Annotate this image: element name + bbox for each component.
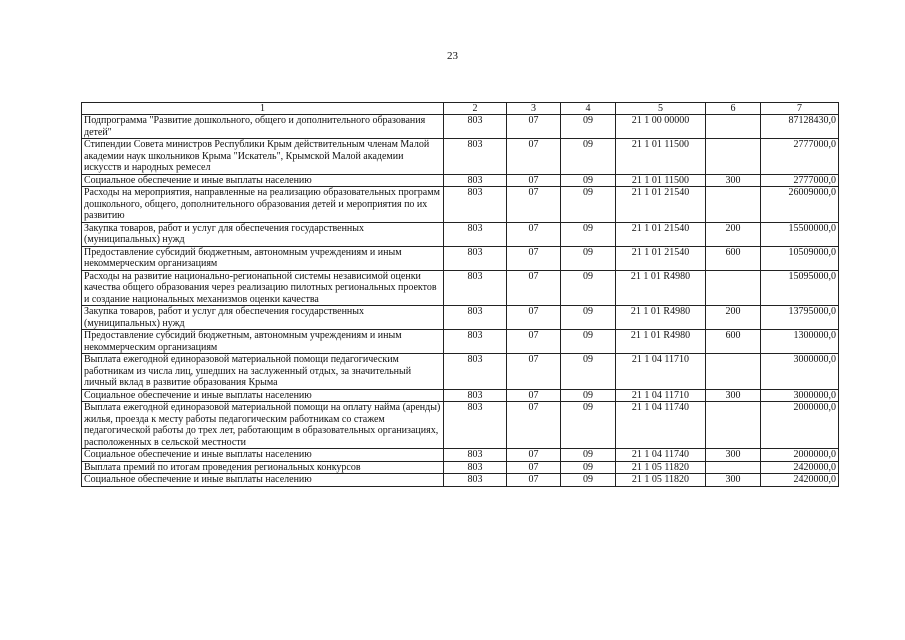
column-header: 5 bbox=[616, 103, 706, 115]
budget-table bbox=[81, 102, 839, 487]
cell-subsection-code: 09 bbox=[561, 222, 616, 246]
cell-amount: 2777000,0 bbox=[761, 139, 839, 175]
table-row bbox=[82, 174, 839, 187]
cell-section-code: 07 bbox=[507, 139, 561, 175]
cell-expense-type bbox=[706, 187, 761, 223]
cell-amount: 15500000,0 bbox=[761, 222, 839, 246]
cell-amount: 2420000,0 bbox=[761, 461, 839, 474]
table-row bbox=[82, 402, 839, 449]
cell-section-code: 07 bbox=[507, 246, 561, 270]
row-name: Социальное обеспечение и иные выплаты населению bbox=[82, 174, 444, 187]
table-row bbox=[82, 270, 839, 306]
cell-subsection-code: 09 bbox=[561, 187, 616, 223]
page-number: 23 bbox=[447, 50, 458, 62]
cell-expense-type: 200 bbox=[706, 222, 761, 246]
cell-section-code: 07 bbox=[507, 174, 561, 187]
row-name: Стипендии Совета министров Республики Крым действительным членам Малой академии наук школьников Крыма "Искатель", Крымской Малой академии искусств и народных ремесел bbox=[82, 139, 444, 175]
cell-subsection-code: 09 bbox=[561, 115, 616, 139]
cell-expense-type: 200 bbox=[706, 306, 761, 330]
cell-section-code: 07 bbox=[507, 222, 561, 246]
cell-ministry-code: 803 bbox=[444, 222, 507, 246]
cell-subsection-code: 09 bbox=[561, 402, 616, 449]
cell-target-article: 21 1 04 11710 bbox=[616, 389, 706, 402]
cell-ministry-code: 803 bbox=[444, 174, 507, 187]
cell-ministry-code: 803 bbox=[444, 306, 507, 330]
column-header: 2 bbox=[444, 103, 507, 115]
cell-expense-type bbox=[706, 461, 761, 474]
table-row bbox=[82, 222, 839, 246]
cell-expense-type bbox=[706, 354, 761, 390]
cell-amount: 15095000,0 bbox=[761, 270, 839, 306]
cell-subsection-code: 09 bbox=[561, 461, 616, 474]
cell-section-code: 07 bbox=[507, 187, 561, 223]
cell-section-code: 07 bbox=[507, 402, 561, 449]
cell-amount: 13795000,0 bbox=[761, 306, 839, 330]
table-row bbox=[82, 389, 839, 402]
row-name: Закупка товаров, работ и услуг для обеспечения государственных (муниципальных) нужд bbox=[82, 306, 444, 330]
cell-ministry-code: 803 bbox=[444, 449, 507, 462]
cell-ministry-code: 803 bbox=[444, 461, 507, 474]
cell-target-article: 21 1 05 11820 bbox=[616, 461, 706, 474]
cell-ministry-code: 803 bbox=[444, 270, 507, 306]
cell-subsection-code: 09 bbox=[561, 354, 616, 390]
cell-amount: 2420000,0 bbox=[761, 474, 839, 487]
cell-target-article: 21 1 01 11500 bbox=[616, 139, 706, 175]
cell-target-article: 21 1 01 R4980 bbox=[616, 330, 706, 354]
cell-section-code: 07 bbox=[507, 461, 561, 474]
cell-subsection-code: 09 bbox=[561, 270, 616, 306]
cell-subsection-code: 09 bbox=[561, 449, 616, 462]
cell-target-article: 21 1 01 R4980 bbox=[616, 306, 706, 330]
table-row bbox=[82, 187, 839, 223]
row-name: Социальное обеспечение и иные выплаты населению bbox=[82, 449, 444, 462]
cell-target-article: 21 1 01 R4980 bbox=[616, 270, 706, 306]
cell-expense-type: 600 bbox=[706, 330, 761, 354]
cell-subsection-code: 09 bbox=[561, 330, 616, 354]
cell-section-code: 07 bbox=[507, 115, 561, 139]
row-name: Расходы на развитие национально-регионапьной системы независимой оценки качества общего образования через реализацию пилотных региональных проектов и создание национальных механизмов оценки качества bbox=[82, 270, 444, 306]
cell-subsection-code: 09 bbox=[561, 246, 616, 270]
cell-subsection-code: 09 bbox=[561, 389, 616, 402]
column-header: 7 bbox=[761, 103, 839, 115]
cell-amount: 26009000,0 bbox=[761, 187, 839, 223]
cell-ministry-code: 803 bbox=[444, 354, 507, 390]
cell-expense-type: 300 bbox=[706, 389, 761, 402]
cell-expense-type bbox=[706, 270, 761, 306]
cell-expense-type: 300 bbox=[706, 449, 761, 462]
cell-subsection-code: 09 bbox=[561, 306, 616, 330]
table-row bbox=[82, 449, 839, 462]
table-row bbox=[82, 115, 839, 139]
cell-expense-type: 300 bbox=[706, 474, 761, 487]
row-name: Социальное обеспечение и иные выплаты населению bbox=[82, 389, 444, 402]
column-header: 4 bbox=[561, 103, 616, 115]
cell-ministry-code: 803 bbox=[444, 330, 507, 354]
cell-amount: 2000000,0 bbox=[761, 449, 839, 462]
cell-target-article: 21 1 04 11710 bbox=[616, 354, 706, 390]
cell-amount: 3000000,0 bbox=[761, 354, 839, 390]
table-row bbox=[82, 139, 839, 175]
cell-expense-type bbox=[706, 139, 761, 175]
row-name: Закупка товаров, работ и услуг для обеспечения государственных (муниципальных) нужд bbox=[82, 222, 444, 246]
cell-section-code: 07 bbox=[507, 474, 561, 487]
row-name: Выплата премий по итогам проведения региональных конкурсов bbox=[82, 461, 444, 474]
cell-amount: 1300000,0 bbox=[761, 330, 839, 354]
cell-ministry-code: 803 bbox=[444, 139, 507, 175]
table-row bbox=[82, 246, 839, 270]
cell-section-code: 07 bbox=[507, 389, 561, 402]
table-row bbox=[82, 461, 839, 474]
row-name: Предоставление субсидий бюджетным, автономным учреждениям и иным некоммерческим организациям bbox=[82, 330, 444, 354]
cell-section-code: 07 bbox=[507, 449, 561, 462]
cell-target-article: 21 1 05 11820 bbox=[616, 474, 706, 487]
cell-expense-type bbox=[706, 402, 761, 449]
cell-expense-type: 600 bbox=[706, 246, 761, 270]
row-name: Расходы на мероприятия, направленные на реализацию образовательных программ дошкольного, общего, дополнительного образования детей и мероприятия по их развитию bbox=[82, 187, 444, 223]
cell-target-article: 21 1 01 11500 bbox=[616, 174, 706, 187]
cell-ministry-code: 803 bbox=[444, 187, 507, 223]
header-row bbox=[82, 103, 839, 115]
cell-section-code: 07 bbox=[507, 306, 561, 330]
cell-target-article: 21 1 04 11740 bbox=[616, 402, 706, 449]
cell-amount: 10509000,0 bbox=[761, 246, 839, 270]
cell-section-code: 07 bbox=[507, 270, 561, 306]
row-name: Выплата ежегодной единоразовой материальной помощи педагогическим работникам из числа лиц, ушедших на заслуженный отдых, за значительный личный вклад в развитие образования Крыма bbox=[82, 354, 444, 390]
table-row bbox=[82, 306, 839, 330]
column-header: 1 bbox=[82, 103, 444, 115]
cell-section-code: 07 bbox=[507, 354, 561, 390]
cell-target-article: 21 1 01 21540 bbox=[616, 222, 706, 246]
cell-subsection-code: 09 bbox=[561, 174, 616, 187]
table-row bbox=[82, 474, 839, 487]
cell-target-article: 21 1 01 21540 bbox=[616, 246, 706, 270]
cell-amount: 2777000,0 bbox=[761, 174, 839, 187]
cell-section-code: 07 bbox=[507, 330, 561, 354]
table-row bbox=[82, 330, 839, 354]
cell-subsection-code: 09 bbox=[561, 474, 616, 487]
row-name: Подпрограмма "Развитие дошкольного, общего и дополнительного образования детей" bbox=[82, 115, 444, 139]
column-header: 3 bbox=[507, 103, 561, 115]
cell-expense-type: 300 bbox=[706, 174, 761, 187]
cell-amount: 87128430,0 bbox=[761, 115, 839, 139]
cell-target-article: 21 1 00 00000 bbox=[616, 115, 706, 139]
table-row bbox=[82, 354, 839, 390]
row-name: Выплата ежегодной единоразовой материальной помощи на оплату найма (аренды) жилья, проезда к месту работы педагогическим работникам со стажем педагогической работы до трех лет, работающим в образовательных организациях, расположенных в сельской местности bbox=[82, 402, 444, 449]
cell-ministry-code: 803 bbox=[444, 474, 507, 487]
cell-target-article: 21 1 04 11740 bbox=[616, 449, 706, 462]
cell-ministry-code: 803 bbox=[444, 115, 507, 139]
row-name: Социальное обеспечение и иные выплаты населению bbox=[82, 474, 444, 487]
cell-target-article: 21 1 01 21540 bbox=[616, 187, 706, 223]
cell-amount: 3000000,0 bbox=[761, 389, 839, 402]
cell-amount: 2000000,0 bbox=[761, 402, 839, 449]
cell-ministry-code: 803 bbox=[444, 246, 507, 270]
row-name: Предоставление субсидий бюджетным, автономным учреждениям и иным некоммерческим организациям bbox=[82, 246, 444, 270]
cell-ministry-code: 803 bbox=[444, 402, 507, 449]
cell-expense-type bbox=[706, 115, 761, 139]
column-header: 6 bbox=[706, 103, 761, 115]
cell-subsection-code: 09 bbox=[561, 139, 616, 175]
cell-ministry-code: 803 bbox=[444, 389, 507, 402]
